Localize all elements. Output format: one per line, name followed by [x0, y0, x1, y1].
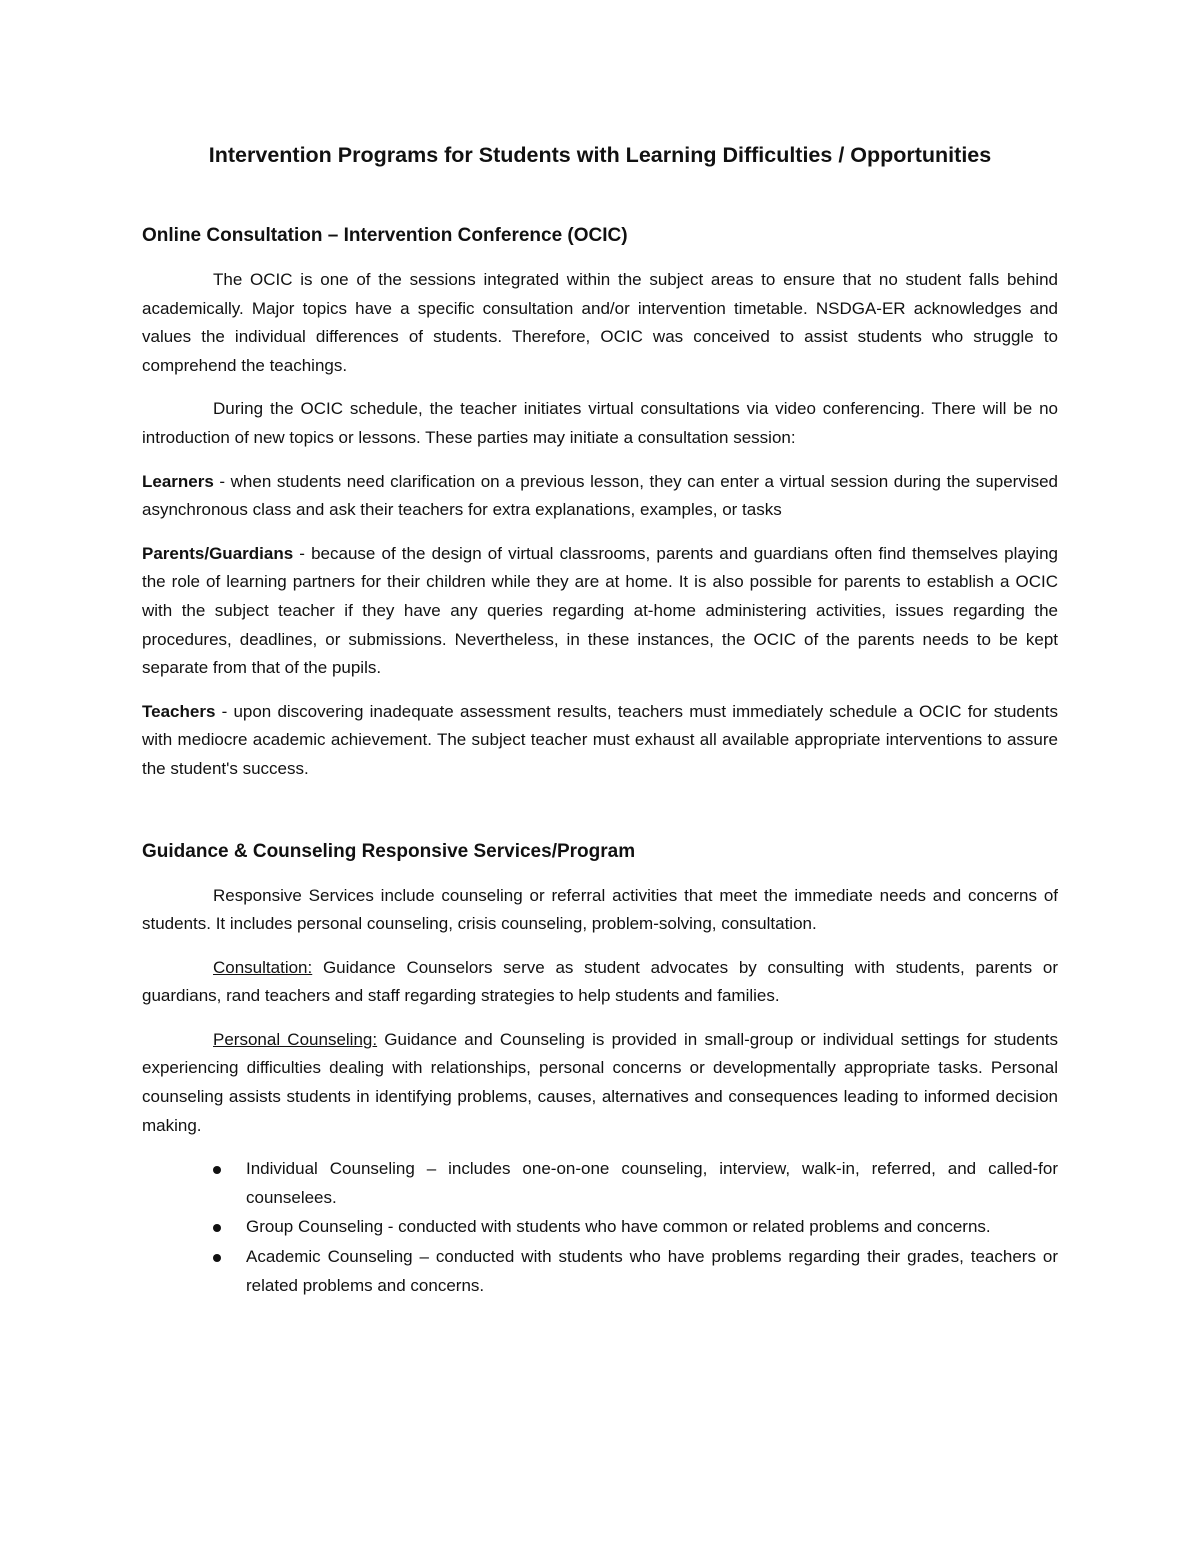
bullet-icon [213, 1166, 221, 1174]
document-title: Intervention Programs for Students with Learning Difficulties / Opportunities [208, 143, 992, 167]
party-learners-paragraph [142, 468, 1058, 525]
party-teachers-text: - upon discovering inadequate assessment results, teachers must immediately schedule a OCIC for students with mediocre academic achievement. The subject teacher must exhaust all available appropriate interventions to assure the student's success. [142, 701, 1058, 778]
party-parents-text: - because of the design of virtual classrooms, parents and guardians often find themselves playing the role of learning partners for their children while they are at home. It is also possible for parents to establish a OCIC with the subject teacher if they have any queries regarding at-home administering activities, issues regarding the procedures, deadlines, or submissions. Nevertheless, in these instances, the OCIC of the parents needs to be kept separate from that of the pupils. [142, 543, 1058, 678]
personal-counseling-text: Guidance and Counseling is provided in small-group or individual settings for students experiencing difficulties dealing with relationships, personal concerns or developmentally appropriate tasks. Personal counseling assists students in identifying problems, causes, alternatives and consequences leading to informed decision making. [142, 1029, 1058, 1135]
counseling-types-list [142, 1155, 1058, 1300]
party-parents-term: Parents/Guardians [142, 543, 294, 563]
party-learners-text: - when students need clarification on a previous lesson, they can enter a virtual session during the supervised asynchronous class and ask their teachers for extra explanations, examples, or tasks [142, 471, 1058, 520]
consultation-term: Consultation: [213, 957, 313, 977]
personal-counseling-paragraph [142, 1026, 1058, 1140]
list-item-text: Academic Counseling – conducted with students who have problems regarding their grades, teachers or related problems and concerns. [246, 1247, 1058, 1295]
list-item-text: Group Counseling - conducted with students who have common or related problems and concerns. [246, 1217, 991, 1237]
consultation-paragraph [142, 954, 1058, 1011]
guidance-intro-paragraph: Responsive Services include counseling or referral activities that meet the immediate needs and concerns of students. It includes personal counseling, crisis counseling, problem-solving, consultation. [142, 885, 1058, 934]
list-item [246, 1243, 1058, 1300]
party-teachers-term: Teachers [142, 701, 216, 721]
list-item [246, 1213, 1058, 1242]
bullet-icon [213, 1224, 221, 1232]
personal-counseling-term: Personal Counseling: [213, 1029, 378, 1049]
party-teachers-paragraph [142, 698, 1058, 784]
list-item [246, 1155, 1058, 1212]
consultation-text: Guidance Counselors serve as student advocates by consulting with students, parents or guardians, rand teachers and staff regarding strategies to help students and families. [142, 957, 1058, 1006]
document-page [142, 140, 1058, 1301]
bullet-icon [213, 1254, 221, 1262]
section-heading-guidance: Guidance & Counseling Responsive Services/Program [142, 840, 636, 862]
ocic-intro-paragraph: The OCIC is one of the sessions integrated within the subject areas to ensure that no student falls behind academically. Major topics have a specific consultation and/or intervention timetable. NSDGA-ER acknowledges and values the individual differences of students. Therefore, OCIC was conceived to assist students who struggle to comprehend the teachings. [142, 270, 1058, 375]
section-heading-ocic: Online Consultation – Intervention Conference (OCIC) [142, 225, 628, 246]
party-parents-paragraph [142, 540, 1058, 683]
party-learners-term: Learners [142, 471, 214, 491]
list-item-text: Individual Counseling – includes one-on-one counseling, interview, walk-in, referred, and called-for counselees. [246, 1159, 1058, 1207]
ocic-schedule-paragraph: During the OCIC schedule, the teacher initiates virtual consultations via video conferencing. There will be no introduction of new topics or lessons. These parties may initiate a consultation session: [142, 399, 1058, 447]
